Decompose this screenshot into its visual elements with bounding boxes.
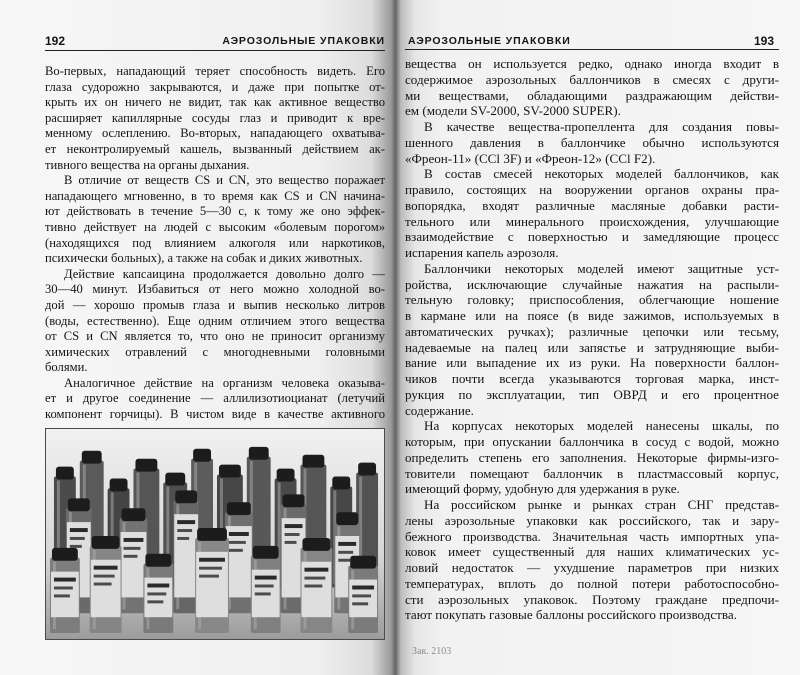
text-line: от CS и CN является то, что оно не приносит организму xyxy=(45,329,385,344)
right-page-text xyxy=(405,56,779,623)
paragraph xyxy=(405,418,779,497)
text-line: (находящихся под влиянием алкоголя или наркотиков, xyxy=(45,235,385,250)
canister xyxy=(143,554,173,633)
text-line: бежного производства. Значительная часть импортных упа- xyxy=(405,528,779,544)
canister xyxy=(348,556,378,633)
text-line: Во-первых, нападающий теряет способность видеть. Его xyxy=(45,64,385,78)
text-line: глаза судорожно закрываются, и даже при попытке от- xyxy=(45,79,385,94)
text-line: ем (модели SV-2000, SV-2000 SUPER). xyxy=(405,103,621,119)
text-line: тивно действует на людей с высоким «болевым порогом» xyxy=(45,219,385,234)
text-line: ловий недостаток — ухудшение параметров при низких xyxy=(405,560,779,575)
text-line: температурах, вплоть до полной потери работоспособно- xyxy=(405,575,779,591)
text-line: автоматических ручках); различные цепочки или тесьму, xyxy=(405,323,779,339)
canister xyxy=(120,508,148,613)
canister xyxy=(195,528,229,633)
text-line: 30—40 минут. Избавиться от него можно холодной во- xyxy=(45,282,385,297)
canister xyxy=(251,546,281,633)
text-line: правило, состоящих на вооружении органов охраны пра- xyxy=(405,182,779,197)
text-line: Действие капсаицина продолжается довольно долго — xyxy=(64,266,385,281)
text-line: ет неконтролируемый кашель, вызванный действием ак- xyxy=(45,141,385,156)
text-line: имеющий форму, удобную для удержания в руке. xyxy=(405,481,680,497)
text-line: В качестве вещества-пропеллента для создания повы- xyxy=(424,119,779,134)
running-head-right: АЭРОЗОЛЬНЫЕ УПАКОВКИ xyxy=(408,35,571,47)
text-line: дой — хорошо промыв глаза и выпив несколько литров xyxy=(45,297,385,312)
text-line: На корпусах некоторых моделей нанесены шкалы, по xyxy=(424,418,779,434)
text-line: нападающего мгновенно, в то время как CS и CN начина- xyxy=(45,188,385,203)
text-line: вещества он используется редко, однако иногда входит в xyxy=(405,56,779,71)
photo-canvas xyxy=(46,429,384,639)
header-rule-left xyxy=(45,50,385,51)
page-number-left: 192 xyxy=(45,34,66,48)
paragraph xyxy=(45,173,385,267)
text-line: «Фреон-11» (CCl 3F) и «Фреон-12» (CCl F2). xyxy=(405,150,656,166)
text-line: лены аэрозольные упаковки как российского, так и зару- xyxy=(405,512,779,528)
header-rule-right xyxy=(405,49,779,50)
canister xyxy=(300,538,332,633)
aerosol-canisters-photo xyxy=(45,428,385,640)
text-line: тают покупать газовые баллоны российского производства. xyxy=(405,607,738,623)
text-line: В состав смесей некоторых моделей баллончиков, как xyxy=(424,166,779,182)
paragraph xyxy=(405,497,779,623)
text-line: ют действовать в течение 5—30 с, к тому же оно эффек- xyxy=(45,204,385,219)
text-line: тивного вещества на органы дыхания. xyxy=(45,157,250,172)
paragraph xyxy=(45,64,385,173)
text-line: ковок имеет существенный для наших климатических ус- xyxy=(405,544,779,560)
text-line: ройства, исключающие случайные нажатия на распыли- xyxy=(405,276,779,292)
text-line: психически больных), а также на собак и диких животных. xyxy=(45,251,363,266)
paragraph xyxy=(405,119,779,166)
canister xyxy=(90,536,122,633)
left-page-text xyxy=(45,64,385,423)
page-number-right: 193 xyxy=(754,34,775,48)
text-line: взаимодействие с поверхностью и замедляющие процесс xyxy=(405,229,779,245)
canister xyxy=(50,548,80,633)
text-line: надеваемые на палец или запястье и затрудняющие выби- xyxy=(405,339,779,355)
text-line: товители помещают баллончик в пластмассовый корпус, xyxy=(405,465,779,481)
text-line: ет и другое соединение — аллилизотиоцианат (летучий xyxy=(45,391,385,406)
text-line: шенного давления в баллончике обычно используются xyxy=(405,134,779,150)
text-line: химических отравлений с многодневными головными xyxy=(45,344,385,359)
text-line: вопорядка, входят различные масляные добавки расти- xyxy=(405,197,779,213)
text-line: Баллончики некоторых моделей имеют защитные уст- xyxy=(424,260,779,276)
text-line: тельную головку; приспособления, облегчающие ношение xyxy=(405,292,779,308)
paragraph xyxy=(45,267,385,376)
text-line: содержимое аэрозольных баллончиков в смесях с други- xyxy=(405,71,779,87)
text-line: чиков почти всегда указываются торговая марка, инст- xyxy=(405,371,779,386)
paragraph xyxy=(405,56,779,119)
text-line: В отличие от веществ CS и CN, это вещество поражает xyxy=(64,173,385,188)
text-line: крыть их он ничего не видит, так как активное вещество xyxy=(45,95,385,110)
text-line: болями. xyxy=(45,360,88,375)
paragraph xyxy=(405,166,779,261)
text-line: в кармане или на поясе (в виде зажимов, используемых в xyxy=(405,308,779,323)
text-line: (воды, естественно). Еще одним отличием этого вещества xyxy=(45,313,385,328)
paragraph xyxy=(405,261,779,419)
text-line: сти аэрозольных упаковок. Поэтому граждане предпочи- xyxy=(405,591,779,607)
text-line: компонент горчицы). В чистом виде в качестве активного xyxy=(45,407,385,422)
text-line: тельного или минерального происхождения, улучшающие xyxy=(405,213,779,229)
text-line: рукция по эксплуатации, тип ОВРД и его процентное xyxy=(405,386,779,402)
canister xyxy=(225,502,253,613)
text-line: менному ослеплению. Во-вторых, нападающего охватыва- xyxy=(45,126,385,141)
printer-mark: Зак. 2103 xyxy=(412,646,452,657)
text-line: вание или выпадение их из руки. На поверхности баллон- xyxy=(405,355,779,371)
text-line: содержание. xyxy=(405,402,474,418)
text-line: испарения капель аэрозоля. xyxy=(405,245,559,260)
text-line: которым, при опускании баллончика в сосуд с водой, можно xyxy=(405,434,779,449)
paragraph xyxy=(45,376,385,423)
text-line: расширяет капиллярные сосуды глаз и приводит к вре- xyxy=(45,110,385,125)
running-head-left: АЭРОЗОЛЬНЫЕ УПАКОВКИ xyxy=(222,35,385,47)
text-line: определить степень его заполнения. Некоторые фирмы-изго- xyxy=(405,449,779,465)
text-line: ми веществами, обладающими раздражающим действи- xyxy=(405,87,779,103)
text-line: Аналогичное действие на организм человека оказыва- xyxy=(64,375,385,390)
text-line: На российском рынке и рынках стран СНГ представ- xyxy=(424,497,779,512)
